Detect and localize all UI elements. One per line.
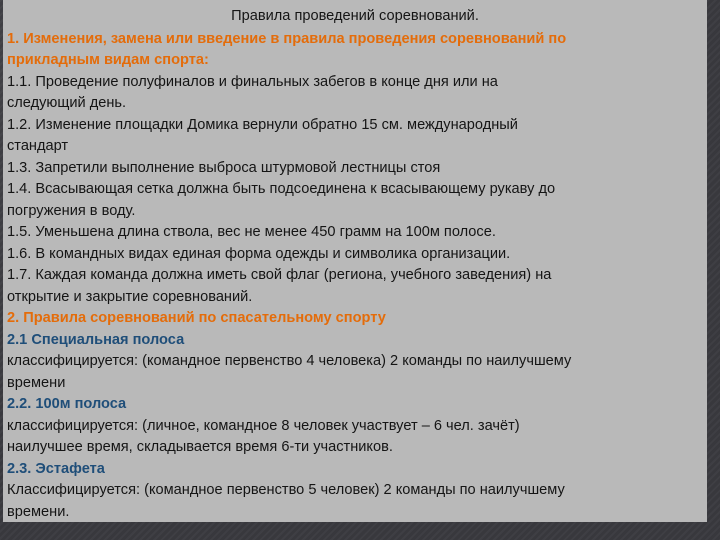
sub23-heading: 2.3. Эстафета — [7, 460, 105, 477]
item-1-7-line1: 1.7. Каждая команда должна иметь свой флаг (региона, учебного заведения) на — [7, 267, 552, 283]
sub22-heading: 2.2. 100м полоса — [7, 396, 127, 412]
item-1-2-line2: стандарт — [7, 138, 69, 154]
item-1-7-line2: открытие и закрытие соревнований. — [7, 288, 253, 305]
sub22-text-line1: классифицируется: (личное, командное 8 человек участвует – 6 чел. зачёт) — [7, 417, 520, 434]
item-1-1-line2: следующий день. — [7, 95, 127, 111]
item-1-2-line1: 1.2. Изменение площадки Домика вернули обратно 15 см. международный — [7, 116, 518, 133]
sub21-text-line2: времени — [7, 374, 66, 391]
sub21-heading: 2.1 Специальная полоса — [7, 331, 185, 348]
item-1-6-line1: 1.6. В командных видах единая форма одежды и символика организации. — [7, 245, 511, 262]
sub21-text-line1: классифицируется: (командное первенство 4 человека) 2 команды по наилучшему — [7, 353, 572, 369]
section1-heading-line1: 1. Изменения, замена или введение в правила проведения соревнований по — [7, 30, 567, 47]
slide-title: Правила проведений соревнований. — [231, 8, 479, 24]
item-1-3-line1: 1.3. Запретили выполнение выброса штурмовой лестницы стоя — [7, 159, 441, 176]
item-1-1-line1: 1.1. Проведение полуфиналов и финальных забегов в конце дня или на — [7, 73, 498, 90]
section1-heading-line2: прикладным видам спорта: — [7, 52, 209, 68]
item-1-5-line1: 1.5. Уменьшена длина ствола, вес не менее 450 грамм на 100м полосе. — [7, 224, 496, 240]
item-1-4-line2: погружения в воду. — [7, 202, 136, 219]
slide-content-box — [3, 0, 707, 522]
sub23-text-line2: времени. — [7, 503, 70, 520]
item-1-4-line1: 1.4. Всасывающая сетка должна быть подсоединена к всасывающему рукаву до — [7, 181, 556, 197]
sub23-text-line1: Классифицируется: (командное первенство 5 человек) 2 команды по наилучшему — [7, 482, 565, 498]
sub22-text-line2: наилучшее время, складывается время 6-ти участников. — [7, 439, 393, 455]
section2-heading: 2. Правила соревнований по спасательному спорту — [7, 310, 386, 326]
